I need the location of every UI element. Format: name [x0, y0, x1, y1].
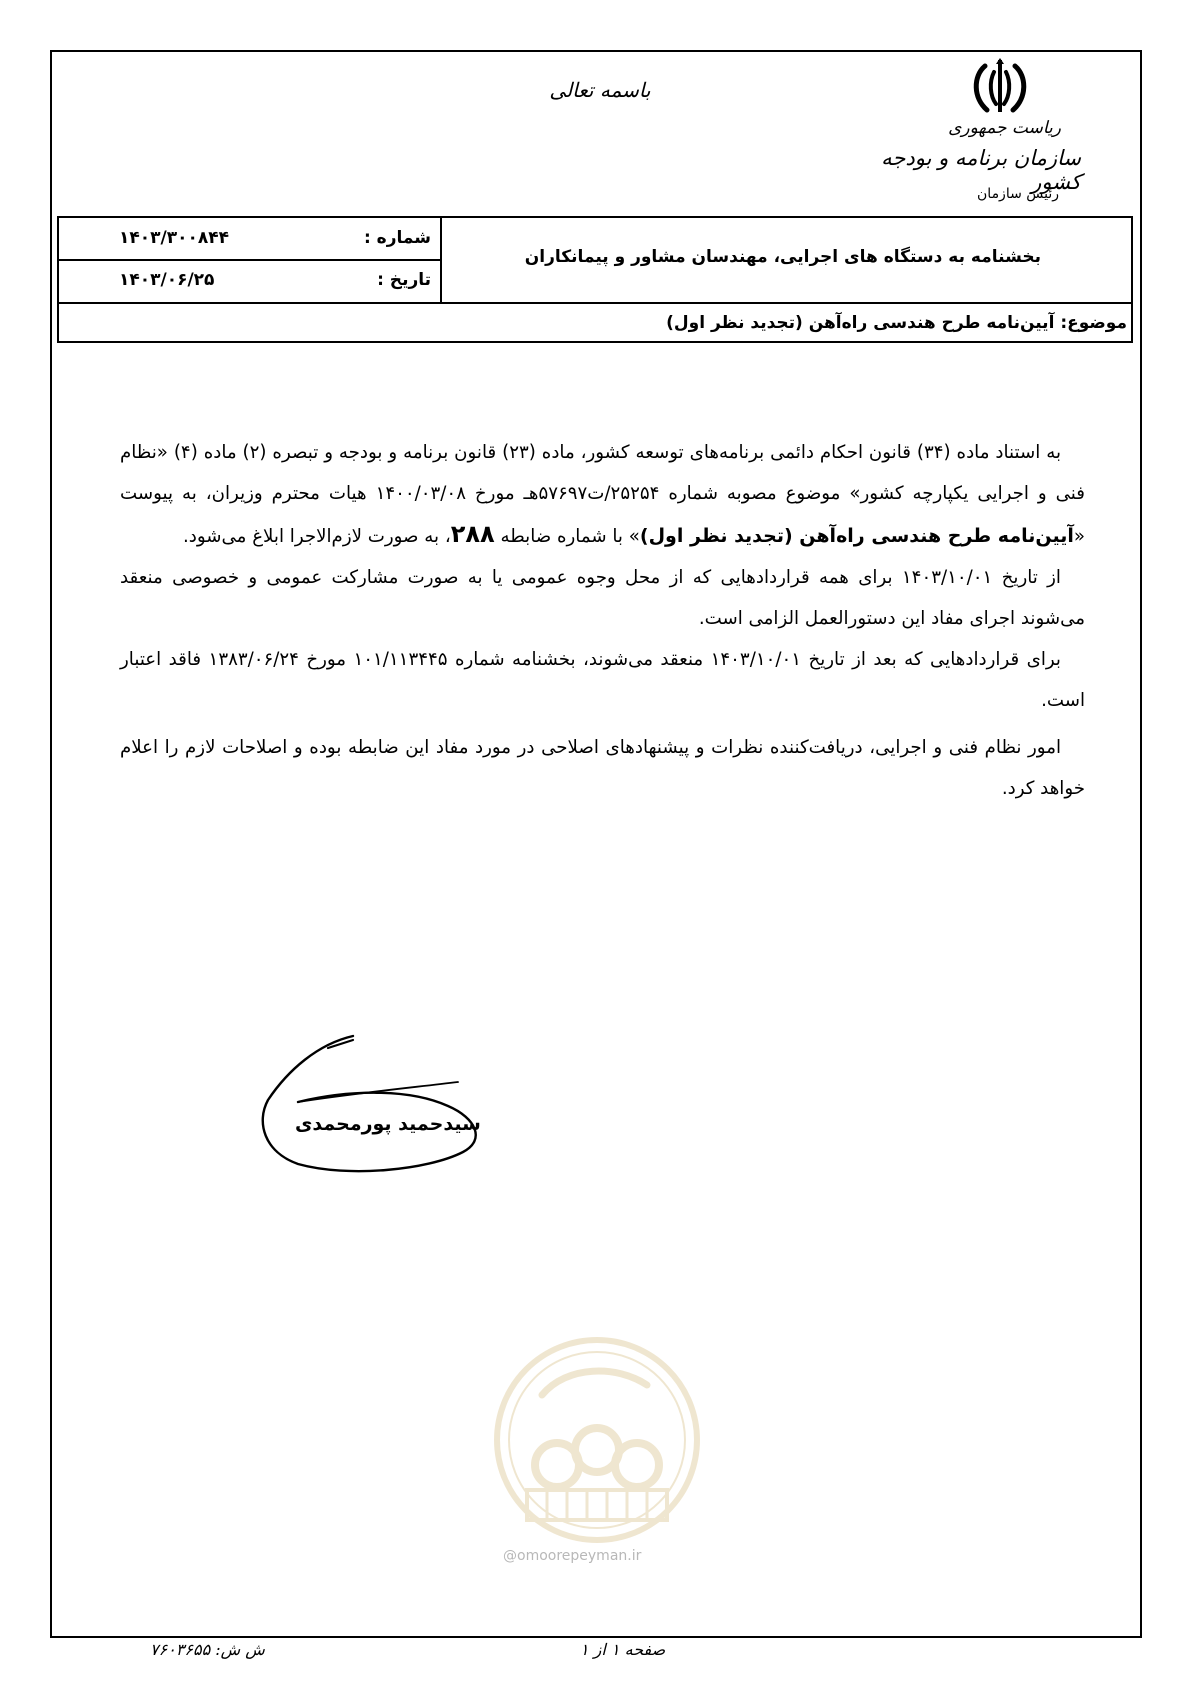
org-line-head: رئیس سازمان — [977, 186, 1059, 202]
number-label: شماره : — [363, 228, 431, 248]
paragraph-2: از تاریخ ۱۴۰۳/۱۰/۰۱ برای همه قراردادهایی که از محل وجوه عمومی یا به صورت مشارکت عمومی و خصوصی منعقد می‌شوند اجرای مفاد این دستورالعمل الزامی است. — [120, 567, 1085, 629]
org-line-presidency: ریاست جمهوری — [948, 118, 1061, 138]
bismillah: باسمه تعالی — [549, 78, 651, 102]
watermark-site: @omoorepeyman.ir — [503, 1548, 642, 1564]
org-line-organization: سازمان برنامه و بودجه کشور — [881, 146, 1081, 194]
paragraph-1-part-b: » با شماره ضابطه — [494, 526, 640, 547]
omoorepeyman-watermark-logo — [487, 1325, 707, 1555]
paragraph-3: برای قراردادهایی که بعد از تاریخ ۱۴۰۳/۱۰/۰۱ منعقد می‌شوند، بخشنامه شماره ۱۰۱/۱۱۳۴۴۵ مورخ ۱۳۸۳/۰۶/۲۴ فاقد اعتبار است. — [120, 649, 1085, 711]
recipient: بخشنامه به دستگاه های اجرایی، مهندسان مشاور و پیمانکاران — [524, 247, 1041, 267]
page-number: صفحه ۱ از ۱ — [580, 1640, 666, 1659]
subject: موضوع: آیین‌نامه طرح هندسی راه‌آهن (تجدید نظر اول) — [666, 313, 1127, 333]
serial-number: ش ش: ۷۶۰۳۶۵۵ — [150, 1640, 265, 1659]
header-column-divider — [440, 218, 442, 302]
signer-name: سیدحمید پورمحمدی — [295, 1113, 481, 1135]
letter-body — [120, 432, 1085, 809]
header-row-divider — [59, 259, 440, 261]
signature-scribble — [258, 1030, 518, 1180]
regulation-title: آیین‌نامه طرح هندسی راه‌آهن (تجدید نظر اول) — [639, 525, 1074, 547]
date-label: تاریخ : — [377, 270, 431, 290]
paragraph-1-part-c: ، به صورت لازم‌الاجرا ابلاغ می‌شود. — [183, 526, 451, 547]
number-value: ۱۴۰۳/۳۰۰۸۴۴ — [119, 228, 229, 248]
paragraph-1-part-a: به استناد ماده (۳۴) قانون احکام دائمی برنامه‌های توسعه کشور، ماده (۲۳) قانون برنامه و بودجه و تبصره (۲) ماده (۴) «نظام فنی و اجرایی یکپارچه کشور» موضوع مصوبه شماره ۲۵۲۵۴/ت۵۷۶۹۷هـ مورخ ۱۴۰۰/۰۳/۰۸ هیات محترم وزیران، به پیوست « — [120, 442, 1085, 547]
regulation-number: ۲۸۸ — [450, 520, 495, 548]
header-divider — [59, 302, 1131, 304]
iran-emblem-icon — [965, 58, 1035, 118]
paragraph-1 — [120, 432, 1085, 557]
header-table — [57, 216, 1133, 343]
date-value: ۱۴۰۳/۰۶/۲۵ — [119, 270, 215, 290]
paragraph-4: امور نظام فنی و اجرایی، دریافت‌کننده نظرات و پیشنهادهای اصلاحی در مورد مفاد این ضابطه بوده و اصلاحات لازم را اعلام خواهد کرد. — [120, 737, 1085, 799]
